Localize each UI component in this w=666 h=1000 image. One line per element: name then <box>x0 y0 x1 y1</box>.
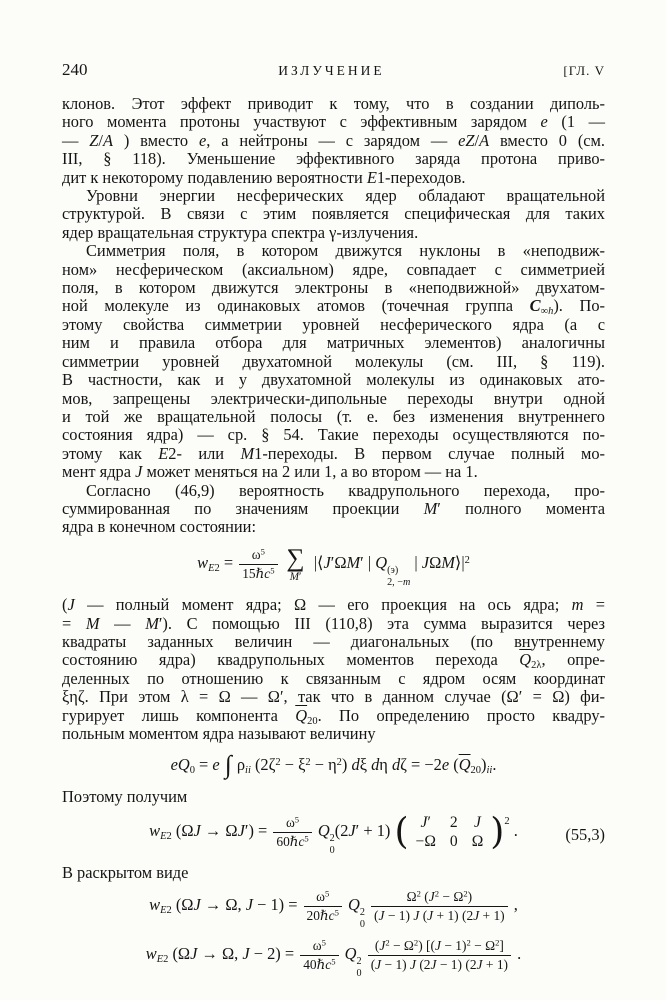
text-line: суммированная по значениям проекции M′ полного момента <box>62 498 606 518</box>
page-number: 240 <box>62 60 88 79</box>
chapter-ref: [ГЛ. V <box>563 63 605 78</box>
text-line: В частности, как и у двухатомной молекулы из одинаковых ато- <box>62 370 605 390</box>
formula-content: $w_{E2}$ (ΩJ → Ω, J − 2) = $\omega^5$ 40ℏc$^5$ Q 2 0 $\frac{(J^2 - \Omega^2) [(J - 1)^2 - \Omega^2]}{(J - 1) J (2J - 1) (2J + 1)}$ . <box>145 937 522 979</box>
text-line: квадраты заданных величин — диагональных (по внутреннему <box>62 631 605 651</box>
text-line: и той же вращательной полосы (т. е. без изменения внутреннего <box>62 406 605 426</box>
text-line: структурой. В связи с этим появляется специфическая для таких <box>62 204 605 224</box>
text-line: мов, запрещены электрически-дипольные переходы внутри одной <box>62 388 605 408</box>
formula-content: $w_{E2}$ (ΩJ → Ω, J − 1) = $\omega^5$ 20ℏc$^5$ Q 2 0 $\frac{\Omega^2 (J^2 - \Omega^2)}{(J - 1) J (J + 1) (2J + 1)}$ , <box>149 888 518 930</box>
display-formula-e2-rate <box>62 543 605 588</box>
text-line: состоянию ядра) квадрупольных моментов перехода $\overline{Q}_{2\lambda}$, опре- <box>62 650 605 672</box>
paragraph-5 <box>62 596 605 743</box>
text-line: польным моментом ядра называют величину <box>62 724 376 744</box>
page-header <box>62 60 605 80</box>
text-line: = M — M′). С помощью III (110,8) эта сумма выразится через <box>62 613 605 633</box>
text-line: ном» несферическом (аксиальном) ядре, совпадает с симметрией <box>62 259 605 279</box>
text-line: симметрии уровней двухатомной молекулы (см. III, § 119). <box>62 351 605 371</box>
text-line: мент ядра J может меняться на 2 или 1, а во втором — на 1. <box>62 462 478 482</box>
lead-in-poetomu: Поэтому получим <box>62 787 188 807</box>
paragraph-4 <box>62 482 605 537</box>
text-line: клонов. Этот эффект приводит к тому, что в создании диполь- <box>62 94 605 113</box>
display-formula-quadrupole-moment <box>62 752 605 780</box>
text-line: Согласно (46,9) вероятность квадрупольного перехода, про- <box>86 480 605 500</box>
display-formula-expanded-j2 <box>62 938 605 979</box>
text-line: этому как E2- или M1-переходы. В первом случае полный мо- <box>62 443 605 463</box>
text-line: III, § 118). Уменьшение эффективного заряда протона приво- <box>62 149 605 169</box>
text-line: поля, в котором движутся электроны в «неподвижной» двухатом- <box>62 278 605 298</box>
text-line: Симметрия поля, в котором движутся нуклоны в «неподвиж- <box>86 241 605 261</box>
display-formula-expanded-j1 <box>62 889 605 930</box>
text-line: деленных по отношению к связанным с ядром осям координат <box>62 668 605 688</box>
text-line: — Z/A ) вместо e, а нейтроны — с зарядом — eZ/A вместо 0 (см. <box>62 130 606 150</box>
formula-content: $w_{E2}$ = $\omega^5$ 15ℏc$^5$ ∑ M′ |⟨J′ΩM′ | Q (э) 2, −m | $J\Omega M⟩|^2$ <box>197 543 470 588</box>
text-line: ядра в конечном состоянии: <box>62 517 257 537</box>
text-line: ного момента протоны участвуют с эффективным зарядом e (1 — <box>62 112 605 132</box>
text-line: состояния ядра) — ср. § 54. Такие переходы осуществляются по- <box>62 425 605 445</box>
text-line: ξηζ. При этом λ = Ω — Ω′, так что в данном случае (Ω′ = Ω) фи- <box>62 687 605 707</box>
paragraph-3 <box>62 242 605 481</box>
lead-in-raskrytom: В раскрытом виде <box>62 863 189 883</box>
text-line: этому свойства симметрии уровней несферического ядра (а с <box>62 314 605 334</box>
text-line: гурирует лишь компонента $\overline{Q}_{20}$. По определению просто квадру- <box>62 705 605 727</box>
text-line: ним и правила отбора для матричных элементов) аналогичны <box>62 333 605 353</box>
text-line: ной молекуле из одинаковых атомов (точечная группа $C_{\infty h}$). По- <box>62 296 605 318</box>
paragraph-2 <box>62 187 605 242</box>
running-title: ИЗЛУЧЕНИЕ <box>278 63 385 78</box>
equation-number: (55,3) <box>565 824 605 844</box>
text-line: дит к некоторому подавлению вероятности E1-переходов. <box>62 167 466 187</box>
text-line: ядер вращательная структура спектра γ-излучения. <box>62 222 419 242</box>
text-line: Уровни энергии несферических ядер обладают вращательной <box>86 186 605 206</box>
formula-content: $w_{E2}$ (ΩJ → ΩJ′) = $\omega^5$ 60ℏc$^5$ Q 2 0 (2J′ + 1) ( J′ 2 J −Ω 0 Ω )$^2$ . <box>149 810 518 856</box>
formula-content: $eQ_0 = e$ ∫ $\rho_{ii}$ $(2\zeta^2 - \xi^2 - \eta^2)$ dξ dη dζ = −2e $(\overline{Q}_{20})_{ii}$. <box>170 751 497 780</box>
display-formula-55-3 <box>62 810 605 856</box>
page-body <box>62 95 605 979</box>
paragraph-1 <box>62 95 605 187</box>
text-line: (J — полный момент ядра; Ω — его проекция на ось ядра; m = <box>62 595 605 615</box>
